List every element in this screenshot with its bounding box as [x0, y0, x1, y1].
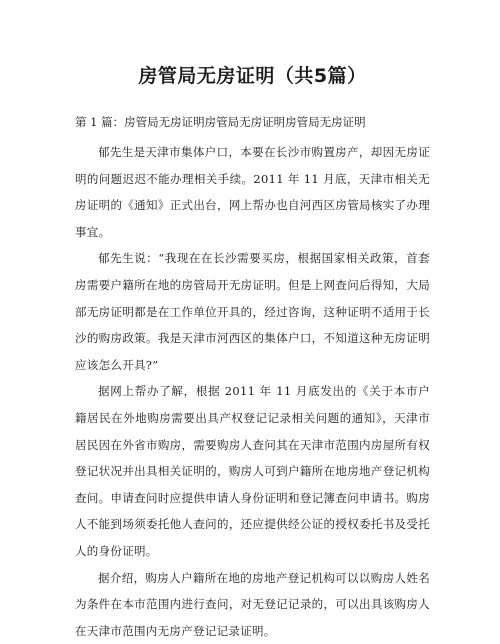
paragraph-4: 据介绍，购房人户籍所在地的房地产登记机构可以以购房人姓名为条件在本市范围内进行查问，对无登记记录的，可以出具该购房人在天津市范围内无房产登记记录证明。 [75, 565, 430, 644]
document-title: 房管局无房证明（共5篇） [75, 0, 430, 88]
paragraph-1: 郁先生是天津市集体户口，本要在长沙市购置房产，却因无房证明的问题迟迟不能办理相关手续。2011 年 11 月底，天津市相关无房证明的《通知》正式出台，网上帮办也自河西区房管局核实了办理事宜。 [75, 139, 430, 245]
paragraph-2: 郁先生说：“我现在在长沙需要买房，根据国家相关政策，首套房需要户籍所在地的房管局开无房证明。但是上网查问后得知，大局部无房证明都是在工作单位开具的，经过咨询，这种证明不适用于长沙的购房政策。我是天津市河西区的集体户口，不知道这种无房证明应该怎么开具?” [75, 245, 430, 378]
paragraph-3: 据网上帮办了解，根据 2011 年 11 月底发出的《关于本市户籍居民在外地购房需要出具产权登记记录相关问题的通知》，天津市居民因在外省市购房，需要购房人查问其在天津市范围内房屋所有权登记状况并出具相关证明的，购房人可到户籍所在地房地产登记机构查问。申请查问时应提供申请人身份证明和登记簿查问申请书。购房人不能到场须委托他人查问的，还应提供经公证的授权委托书及受托人的身份证明。 [75, 378, 430, 564]
section-heading: 第 1 篇：房管局无房证明房管局无房证明房管局无房证明 [75, 114, 430, 130]
